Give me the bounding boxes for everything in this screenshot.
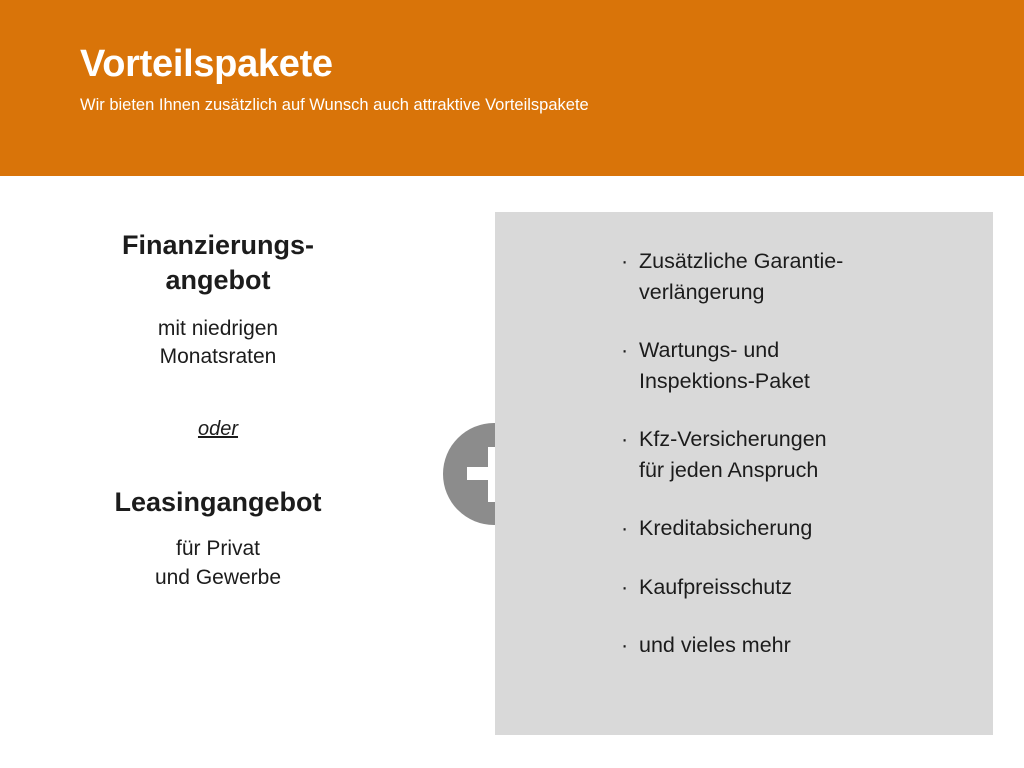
bullet-icon: · — [621, 516, 629, 541]
list-item-line2: für jeden Anspruch — [639, 457, 819, 482]
bullet-icon: · — [621, 338, 629, 363]
financing-heading-line1: Finanzierungs- — [121, 230, 314, 260]
financing-heading — [60, 228, 376, 297]
page-subtitle: Wir bieten Ihnen zusätzlich auf Wunsch auch attraktive Vorteilspakete — [80, 95, 589, 114]
list-item-line1: Kreditabsicherung — [639, 516, 813, 541]
list-item — [621, 572, 953, 603]
header-banner — [0, 0, 1024, 176]
financing-subtext-line2: Monatsraten — [159, 345, 277, 369]
financing-heading-line2: angebot — [165, 264, 271, 295]
bullet-icon: · — [621, 633, 629, 658]
benefits-panel — [495, 212, 993, 735]
list-item-line2: verlängerung — [639, 279, 765, 304]
list-item-line1: Zusätzliche Garantie- — [639, 249, 844, 273]
page-title: Vorteilspakete — [80, 43, 333, 85]
list-item-line1: und vieles mehr — [639, 633, 791, 658]
list-item — [621, 630, 953, 661]
leasing-subtext-line1: für Privat — [175, 537, 261, 561]
list-item-line1: Wartungs- und — [639, 338, 780, 363]
list-item-line1: Kaufpreisschutz — [639, 574, 792, 599]
leasing-subtext-line2: und Gewerbe — [154, 565, 282, 589]
leasing-subtext — [60, 535, 376, 592]
list-item — [621, 424, 953, 485]
financing-column — [60, 228, 376, 592]
leasing-heading: Leasingangebot — [114, 486, 322, 517]
list-item — [621, 513, 953, 544]
list-item — [621, 335, 953, 396]
list-item-line2: Inspektions-Paket — [639, 368, 810, 393]
benefits-list — [621, 246, 953, 661]
financing-subtext-line1: mit niedrigen — [157, 317, 279, 341]
connector-label: oder — [197, 417, 239, 440]
bullet-icon: · — [621, 249, 629, 273]
bullet-icon: · — [621, 427, 629, 452]
financing-subtext — [60, 315, 376, 372]
list-item-line1: Kfz-Versicherungen — [639, 427, 827, 452]
list-item — [621, 246, 953, 307]
bullet-icon: · — [621, 574, 629, 599]
